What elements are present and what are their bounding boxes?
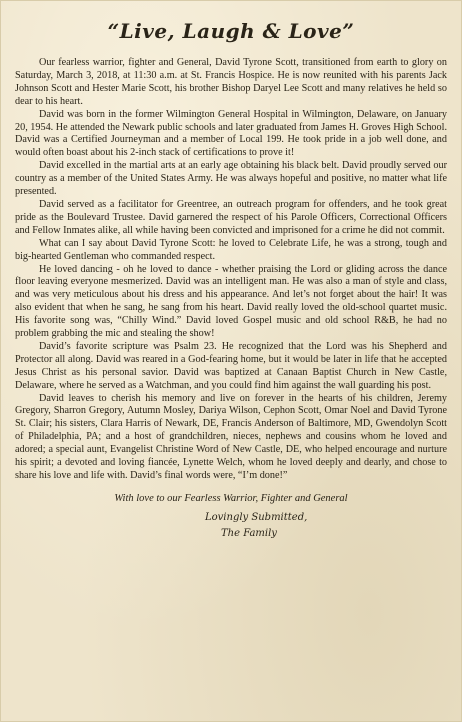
signoff-line: Lovingly Submitted,: [205, 511, 308, 523]
paragraph: He loved dancing - oh he loved to dance - whether praising the Lord or gliding across the dance floor leaving everyone mesmerized. David was an intelligent man. He was also a man of style and class, and was very meticulous about his dress and his appearance. And let’s not forget about the hair! It was also evident that when he sang, he sang from his heart. David really loved the old-school quartet music. His favorite song was, “Chilly Wind.” David loved Gospel music and old school R&B, he had no problem grabbing the mic and stealing the show!: [15, 263, 447, 340]
paragraph: David served as a facilitator for Greentree, an outreach program for offenders, and he took great pride as the Boulevard Trustee. David garnered the respect of his Parole Officers, Correctional Officers and Fellow Inmates alike, all while having been convicted and imprisoned for a crime he did not commit.: [15, 198, 447, 236]
signoff: [205, 510, 447, 542]
paragraph: David’s favorite scripture was Psalm 23. He recognized that the Lord was his Shepherd and Protector all along. David was reared in a God-fearing home, but it would be later in life that he accepted Jesus Christ as his personal savior. David was baptized at Canaan Baptist Church in New Castle, Delaware, where he served as a Watchman, and you could find him against the wall guarding his post.: [15, 340, 447, 391]
obituary-body: [15, 57, 447, 483]
paragraph: David leaves to cherish his memory and live on forever in the hearts of his children, Jeremy Gregory, Sharron Gregory, Autumn Mosley, Dariya Wilson, Cephon Scott, Omar Noel and David Tyrone St. Clair; his sisters, Clara Harris of Newark, DE, Francis Anderson of Baltimore, MD, Gwendolyn Scott of Philadelphia, PA; and a host of grandchildren, nieces, nephews and cousins whom he loved and adored; a special aunt, Evangelist Christine Word of New Castle, DE, who helped encourage and nurture his spirit; a devoted and loving fiancée, Lynette Welch, whom he loved deeply and dearly, and chose to share his love and life with. David’s final words were, “I’m done!”: [15, 392, 447, 481]
signoff-family: The Family: [221, 527, 277, 539]
paragraph: David excelled in the martial arts at an early age obtaining his black belt. David proudly served our country as a member of the United States Army. He was always hopeful and positive, no matter what life presented.: [15, 160, 447, 198]
closing-line: With love to our Fearless Warrior, Fighter and General: [114, 492, 348, 504]
paragraph: David was born in the former Wilmington General Hospital in Wilmington, Delaware, on January 20, 1954. He attended the Newark public schools and later graduated from James H. Groves High School. David was a Certified Journeyman and a member of Local 199. He took pride in a job well done, and would often boast about his 2-inch stack of certifications to prove it!: [15, 108, 447, 159]
page-title: “Live, Laugh & Love”: [107, 19, 355, 43]
paragraph: What can I say about David Tyrone Scott: he loved to Celebrate Life, he was a strong, tough and big-hearted Gentleman who commanded respect.: [15, 237, 447, 262]
paragraph: Our fearless warrior, fighter and General, David Tyrone Scott, transitioned from earth to glory on Saturday, March 3, 2018, at 11:30 a.m. at St. Francis Hospice. He is now reunited with his parents Jack Johnson Scott and Hester Marie Scott, his brother Bishop Daryel Lee Scott and many relatives he held so dear to his heart.: [15, 57, 447, 107]
